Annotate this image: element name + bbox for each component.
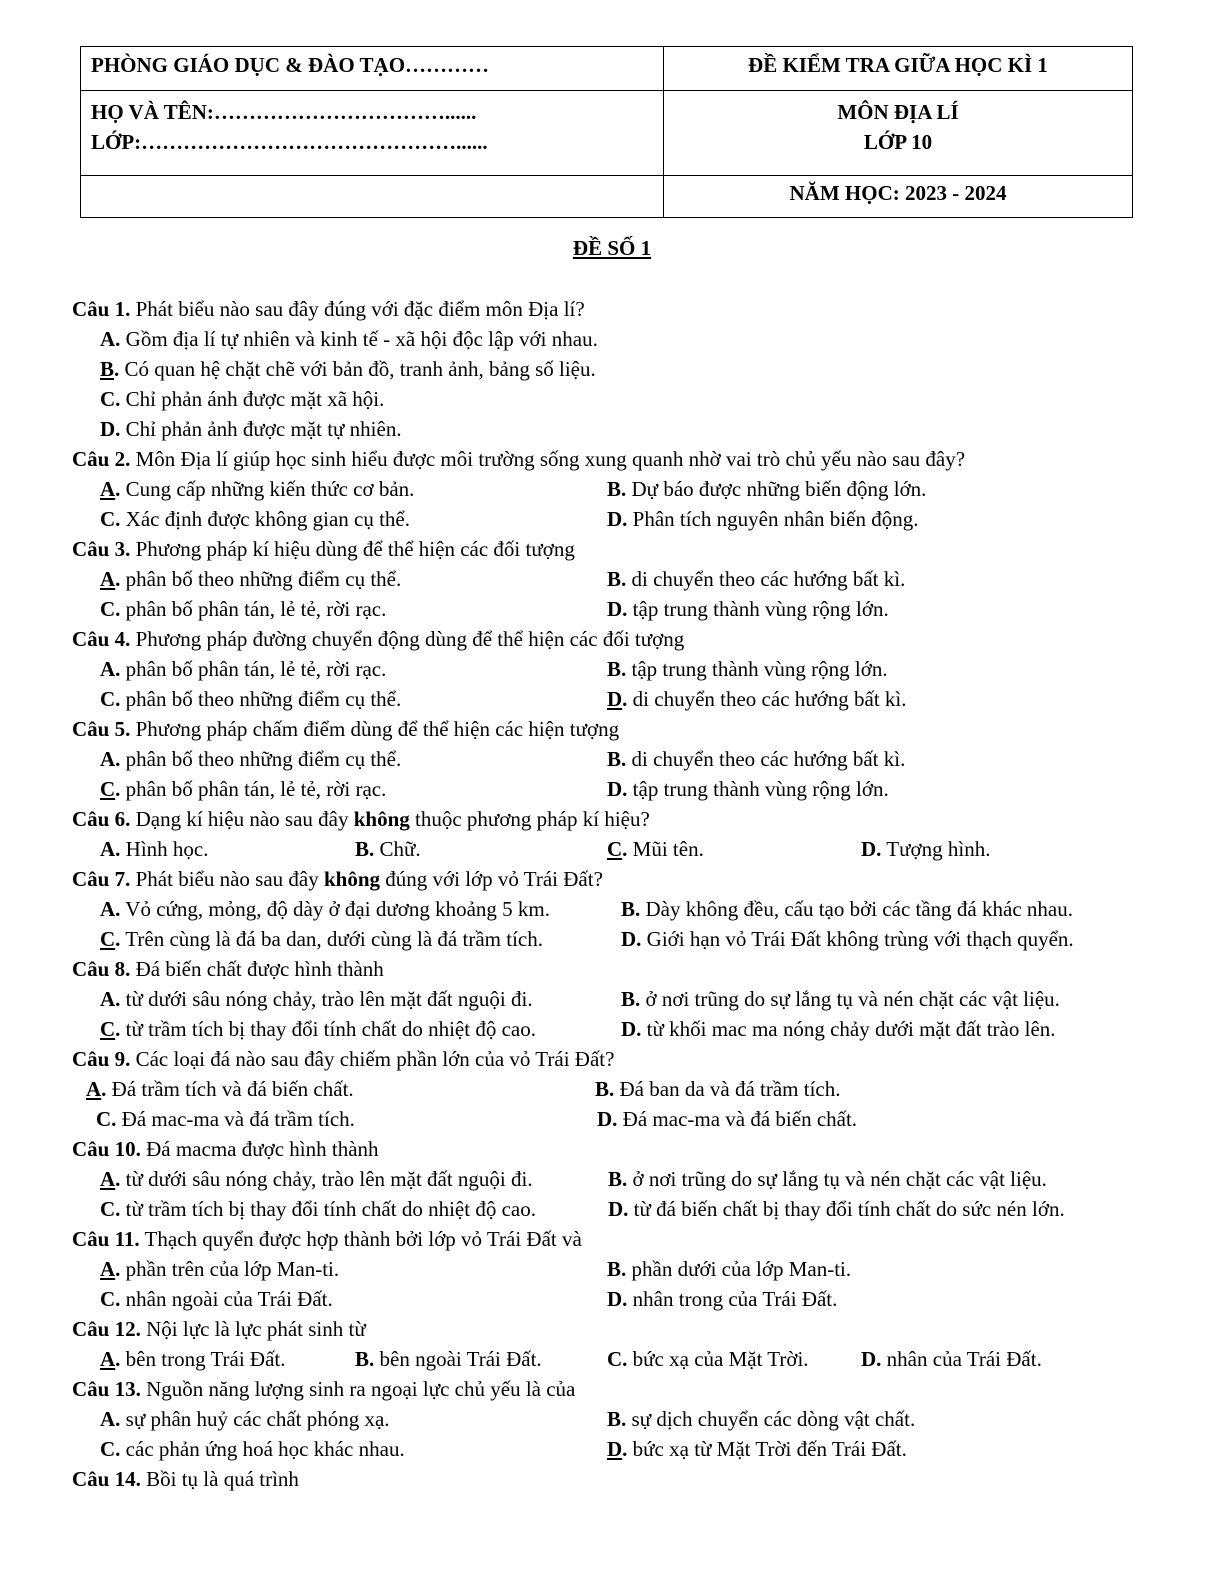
header-exam-title: ĐỀ KIỂM TRA GIỮA HỌC KÌ 1	[664, 47, 1133, 91]
header-department: PHÒNG GIÁO DỤC & ĐÀO TẠO…………	[81, 47, 664, 91]
option-key: D	[100, 417, 116, 441]
option-row	[72, 834, 1152, 864]
option-key: B	[607, 1257, 622, 1281]
option-key: D	[861, 837, 877, 861]
option-text: Giới hạn vỏ Trái Đất không trùng với thạch quyển.	[641, 927, 1074, 951]
option-b: B. Có quan hệ chặt chẽ với bản đồ, tranh ảnh, bảng số liệu.	[100, 357, 596, 381]
option-key: A	[100, 897, 116, 921]
option-key: A	[100, 1167, 116, 1191]
option-key: C	[100, 1197, 116, 1221]
option-c: C. phân bố theo những điểm cụ thể.	[100, 687, 402, 711]
option-text: di chuyển theo các hướng bất kì.	[626, 567, 906, 591]
option-key: B	[355, 837, 370, 861]
option-text: phân bố phân tán, lẻ tẻ, rời rạc.	[120, 657, 387, 681]
option-row	[72, 1284, 1152, 1314]
option-text: Xác định được không gian cụ thể.	[120, 507, 411, 531]
question-stem	[72, 1374, 1152, 1404]
option-d: D. nhân trong của Trái Đất.	[607, 1287, 838, 1311]
option-row	[72, 1404, 1152, 1434]
option-text: phân bố theo những điểm cụ thể.	[120, 747, 402, 771]
option-b: B. Chữ.	[355, 837, 421, 861]
option-b: B. phần dưới của lớp Man-ti.	[607, 1257, 852, 1281]
option-key: A	[100, 567, 116, 591]
question-label: Câu 1.	[72, 297, 131, 321]
option-key: D	[621, 927, 637, 951]
option-row	[72, 984, 1152, 1014]
option-text: phân bố theo những điểm cụ thể.	[120, 567, 402, 591]
option-key: A	[100, 1347, 116, 1371]
option-row	[72, 1194, 1152, 1224]
question-text: Nội lực là lực phát sinh từ	[140, 1317, 366, 1341]
question-label: Câu 2.	[72, 447, 131, 471]
option-text: phần trên của lớp Man-ti.	[120, 1257, 340, 1281]
option-text: ở nơi trũng do sự lắng tụ và nén chặt các vật liệu.	[640, 987, 1060, 1011]
option-d: D. Phân tích nguyên nhân biến động.	[607, 507, 919, 531]
option-text: Dày không đều, cấu tạo bởi các tầng đá khác nhau.	[640, 897, 1073, 921]
option-text: bên trong Trái Đất.	[120, 1347, 286, 1371]
option-d: D. Tượng hình.	[861, 837, 991, 861]
question-text: Phát biểu nào sau đây đúng với đặc điểm môn Địa lí?	[130, 297, 585, 321]
question-stem	[72, 294, 1152, 324]
option-a: A. phân bố phân tán, lẻ tẻ, rời rạc.	[100, 657, 387, 681]
option-text: Gồm địa lí tự nhiên và kinh tế - xã hội độc lập với nhau.	[120, 327, 598, 351]
question-text: Phương pháp chấm điểm dùng để thể hiện các hiện tượng	[130, 717, 620, 741]
header-empty-cell	[81, 176, 664, 218]
option-text: sự phân huỷ các chất phóng xạ.	[120, 1407, 390, 1431]
option-row	[72, 1344, 1152, 1374]
option-text: Tượng hình.	[881, 837, 991, 861]
option-a: A. bên trong Trái Đất.	[100, 1347, 286, 1371]
question-list	[72, 294, 1152, 1494]
option-text: nhân ngoài của Trái Đất.	[120, 1287, 333, 1311]
option-text: phân bố phân tán, lẻ tẻ, rời rạc.	[120, 597, 387, 621]
option-key: C	[100, 1437, 116, 1461]
question-text: Các loại đá nào sau đây chiếm phần lớn của vỏ Trái Đất?	[130, 1047, 615, 1071]
question-emphasis: không	[323, 867, 381, 891]
question-stem	[72, 954, 1152, 984]
question-label: Câu 13.	[72, 1377, 141, 1401]
option-text: Chỉ phản ảnh được mặt tự nhiên.	[120, 417, 402, 441]
question-text: thuộc phương pháp kí hiệu?	[409, 807, 650, 831]
option-key: B	[607, 477, 622, 501]
option-row	[72, 684, 1152, 714]
option-row	[72, 1254, 1152, 1284]
option-c: C. bức xạ của Mặt Trời.	[607, 1347, 809, 1371]
option-row	[72, 504, 1152, 534]
question-label: Câu 3.	[72, 537, 131, 561]
option-row	[72, 564, 1152, 594]
option-c: C. nhân ngoài của Trái Đất.	[100, 1287, 333, 1311]
question-label: Câu 11.	[72, 1227, 140, 1251]
option-text: từ khối mac ma nóng chảy dưới mặt đất trào lên.	[641, 1017, 1056, 1041]
option-key: D	[607, 687, 623, 711]
option-a: A. phân bố theo những điểm cụ thể.	[100, 567, 402, 591]
option-key: B	[595, 1077, 610, 1101]
option-row	[72, 354, 1152, 384]
option-key: B	[621, 897, 636, 921]
option-a: A. Đá trầm tích và đá biến chất.	[86, 1077, 354, 1101]
question-stem	[72, 1044, 1152, 1074]
subject-name: MÔN ĐỊA LÍ	[837, 100, 959, 124]
option-key: A	[100, 987, 116, 1011]
option-d: D. tập trung thành vùng rộng lớn.	[607, 777, 889, 801]
option-key: B	[621, 987, 636, 1011]
option-d: D. Đá mac-ma và đá biến chất.	[597, 1107, 858, 1131]
option-key: A	[100, 1407, 116, 1431]
option-c: C. Xác định được không gian cụ thể.	[100, 507, 411, 531]
question-stem	[72, 864, 1152, 894]
option-key: A	[100, 657, 116, 681]
question-label: Câu 7.	[72, 867, 131, 891]
question-text: Bồi tụ là quá trình	[140, 1467, 299, 1491]
option-row	[72, 474, 1152, 504]
option-key: C	[100, 387, 116, 411]
option-c: C. các phản ứng hoá học khác nhau.	[100, 1437, 405, 1461]
option-a: A. phân bố theo những điểm cụ thể.	[100, 747, 402, 771]
option-text: Đá mac-ma và đá biến chất.	[617, 1107, 858, 1131]
question-text: Đá macma được hình thành	[140, 1137, 379, 1161]
option-key: D	[621, 1017, 637, 1041]
question-stem	[72, 1224, 1152, 1254]
option-row	[72, 384, 1152, 414]
option-text: phân bố theo những điểm cụ thể.	[120, 687, 402, 711]
option-text: nhân của Trái Đất.	[881, 1347, 1042, 1371]
option-text: từ dưới sâu nóng chảy, trào lên mặt đất nguội đi.	[120, 1167, 533, 1191]
option-key: C	[100, 777, 116, 801]
option-d: D. Chỉ phản ảnh được mặt tự nhiên.	[100, 417, 402, 441]
option-a: A. Hình học.	[100, 837, 209, 861]
option-b: B. Dày không đều, cấu tạo bởi các tầng đá khác nhau.	[621, 897, 1073, 921]
option-key: A	[100, 477, 116, 501]
option-key: D	[608, 1197, 624, 1221]
option-text: phần dưới của lớp Man-ti.	[626, 1257, 852, 1281]
option-row	[72, 1434, 1152, 1464]
question-text: đúng với lớp vỏ Trái Đất?	[380, 867, 603, 891]
option-c: C. Chỉ phản ánh được mặt xã hội.	[100, 387, 385, 411]
option-text: bức xạ từ Mặt Trời đến Trái Đất.	[627, 1437, 907, 1461]
option-text: Trên cùng là đá ba dan, dưới cùng là đá trầm tích.	[120, 927, 543, 951]
option-d: D. từ khối mac ma nóng chảy dưới mặt đất trào lên.	[621, 1017, 1056, 1041]
question-stem	[72, 534, 1152, 564]
option-text: di chuyển theo các hướng bất kì.	[626, 747, 906, 771]
option-b: B. tập trung thành vùng rộng lớn.	[607, 657, 888, 681]
option-row	[72, 414, 1152, 444]
option-text: sự dịch chuyển các dòng vật chất.	[626, 1407, 916, 1431]
option-row	[72, 744, 1152, 774]
question-text: Phương pháp đường chuyển động dùng để thể hiện các đối tượng	[130, 627, 685, 651]
option-key: C	[100, 597, 116, 621]
question-stem	[72, 804, 1152, 834]
option-d: D. di chuyển theo các hướng bất kì.	[607, 687, 907, 711]
option-c: C. phân bố phân tán, lẻ tẻ, rời rạc.	[100, 777, 387, 801]
option-a: A. Gồm địa lí tự nhiên và kinh tế - xã hội độc lập với nhau.	[100, 327, 598, 351]
option-b: B. ở nơi trũng do sự lắng tụ và nén chặt các vật liệu.	[608, 1167, 1047, 1191]
option-row	[72, 1074, 1152, 1104]
option-b: B. ở nơi trũng do sự lắng tụ và nén chặt các vật liệu.	[621, 987, 1060, 1011]
grade-level: LỚP 10	[863, 130, 933, 154]
option-d: D. bức xạ từ Mặt Trời đến Trái Đất.	[607, 1437, 907, 1461]
option-row	[72, 1104, 1152, 1134]
option-key: D	[607, 597, 623, 621]
question-text: Đá biến chất được hình thành	[130, 957, 384, 981]
option-d: D. từ đá biến chất bị thay đổi tính chất do sức nén lớn.	[608, 1197, 1065, 1221]
option-text: từ đá biến chất bị thay đổi tính chất do sức nén lớn.	[628, 1197, 1065, 1221]
question-text: Môn Địa lí giúp học sinh hiểu được môi trường sống xung quanh nhờ vai trò chủ yếu nào sau đây?	[130, 447, 966, 471]
option-row	[72, 594, 1152, 624]
option-text: nhân trong của Trái Đất.	[627, 1287, 838, 1311]
option-a: A. phần trên của lớp Man-ti.	[100, 1257, 340, 1281]
option-key: C	[100, 927, 116, 951]
option-row	[72, 774, 1152, 804]
option-text: các phản ứng hoá học khác nhau.	[120, 1437, 405, 1461]
option-key: D	[607, 507, 623, 531]
option-key: C	[607, 837, 623, 861]
option-text: từ trầm tích bị thay đổi tính chất do nhiệt độ cao.	[120, 1017, 536, 1041]
question-label: Câu 6.	[72, 807, 131, 831]
option-key: C	[100, 687, 116, 711]
option-text: ở nơi trũng do sự lắng tụ và nén chặt các vật liệu.	[627, 1167, 1047, 1191]
question-stem	[72, 1134, 1152, 1164]
question-label: Câu 4.	[72, 627, 131, 651]
question-emphasis: không	[353, 807, 410, 831]
option-b: B. sự dịch chuyển các dòng vật chất.	[607, 1407, 916, 1431]
option-text: bên ngoài Trái Đất.	[374, 1347, 542, 1371]
question-label: Câu 9.	[72, 1047, 131, 1071]
option-key: D	[607, 777, 623, 801]
option-text: Phân tích nguyên nhân biến động.	[627, 507, 919, 531]
option-text: Chỉ phản ánh được mặt xã hội.	[120, 387, 385, 411]
question-stem	[72, 444, 1152, 474]
option-key: C	[100, 1017, 116, 1041]
question-label: Câu 10.	[72, 1137, 141, 1161]
option-text: Dự báo được những biến động lớn.	[626, 477, 927, 501]
question-label: Câu 8.	[72, 957, 131, 981]
option-d: D. tập trung thành vùng rộng lớn.	[607, 597, 889, 621]
option-key: B	[100, 357, 115, 381]
option-c: C. phân bố phân tán, lẻ tẻ, rời rạc.	[100, 597, 387, 621]
option-c: C. từ trầm tích bị thay đổi tính chất do nhiệt độ cao.	[100, 1197, 536, 1221]
question-text: Phương pháp kí hiệu dùng để thể hiện các đối tượng	[130, 537, 575, 561]
question-stem	[72, 1314, 1152, 1344]
option-key: C	[100, 507, 116, 531]
option-b: B. di chuyển theo các hướng bất kì.	[607, 567, 906, 591]
option-text: bức xạ của Mặt Trời.	[627, 1347, 809, 1371]
option-c: C. Mũi tên.	[607, 837, 704, 861]
option-key: C	[607, 1347, 623, 1371]
option-key: D	[607, 1437, 623, 1461]
option-text: di chuyển theo các hướng bất kì.	[627, 687, 907, 711]
option-b: B. bên ngoài Trái Đất.	[355, 1347, 542, 1371]
option-b: B. di chuyển theo các hướng bất kì.	[607, 747, 906, 771]
exam-code-title: ĐỀ SỐ 1	[572, 236, 652, 260]
option-text: Hình học.	[120, 837, 209, 861]
question-stem	[72, 624, 1152, 654]
option-a: A. Vỏ cứng, mỏng, độ dày ở đại dương khoảng 5 km.	[100, 897, 550, 921]
question-stem	[72, 1464, 1152, 1494]
question-label: Câu 14.	[72, 1467, 141, 1491]
option-text: tập trung thành vùng rộng lớn.	[627, 777, 889, 801]
option-text: Đá ban da và đá trầm tích.	[614, 1077, 841, 1101]
option-text: Cung cấp những kiến thức cơ bản.	[120, 477, 415, 501]
option-a: A. từ dưới sâu nóng chảy, trào lên mặt đất nguội đi.	[100, 1167, 533, 1191]
option-text: tập trung thành vùng rộng lớn.	[626, 657, 888, 681]
option-d: D. nhân của Trái Đất.	[861, 1347, 1042, 1371]
option-text: từ trầm tích bị thay đổi tính chất do nhiệt độ cao.	[120, 1197, 536, 1221]
option-key: B	[607, 567, 622, 591]
option-key: B	[355, 1347, 370, 1371]
option-key: A	[100, 837, 116, 861]
option-row	[72, 924, 1152, 954]
question-text: Phát biểu nào sau đây	[130, 867, 324, 891]
option-key: D	[607, 1287, 623, 1311]
option-key: B	[607, 657, 622, 681]
option-row	[72, 894, 1152, 924]
option-row	[72, 1164, 1152, 1194]
option-a: A. Cung cấp những kiến thức cơ bản.	[100, 477, 415, 501]
option-row	[72, 1014, 1152, 1044]
question-text: Thạch quyển được hợp thành bởi lớp vỏ Trái Đất và	[139, 1227, 582, 1251]
option-text: Đá mac-ma và đá trầm tích.	[116, 1107, 355, 1131]
option-c: C. từ trầm tích bị thay đổi tính chất do nhiệt độ cao.	[100, 1017, 536, 1041]
student-name-field: HỌ VÀ TÊN:……………………………......	[91, 100, 477, 124]
question-text: Dạng kí hiệu nào sau đây	[130, 807, 354, 831]
question-text: Nguồn năng lượng sinh ra ngoại lực chủ yếu là của	[140, 1377, 576, 1401]
option-key: D	[861, 1347, 877, 1371]
option-text: Chữ.	[374, 837, 421, 861]
option-key: B	[608, 1167, 623, 1191]
option-text: tập trung thành vùng rộng lớn.	[627, 597, 889, 621]
option-key: B	[607, 747, 622, 771]
option-a: A. sự phân huỷ các chất phóng xạ.	[100, 1407, 390, 1431]
header-table	[80, 46, 1133, 218]
option-row	[72, 324, 1152, 354]
option-text: Có quan hệ chặt chẽ với bản đồ, tranh ảnh, bảng số liệu.	[119, 357, 596, 381]
question-label: Câu 12.	[72, 1317, 141, 1341]
option-a: A. từ dưới sâu nóng chảy, trào lên mặt đất nguội đi.	[100, 987, 533, 1011]
option-text: Mũi tên.	[627, 837, 704, 861]
question-label: Câu 5.	[72, 717, 131, 741]
student-class-field: LỚP:………………………………………......	[91, 130, 488, 154]
option-row	[72, 654, 1152, 684]
option-key: A	[100, 747, 116, 771]
header-student-info	[81, 91, 664, 176]
option-key: C	[100, 1287, 116, 1311]
option-key: D	[597, 1107, 613, 1131]
option-c: C. Đá mac-ma và đá trầm tích.	[96, 1107, 355, 1131]
option-c: C. Trên cùng là đá ba dan, dưới cùng là đá trầm tích.	[100, 927, 543, 951]
option-b: B. Dự báo được những biến động lớn.	[607, 477, 927, 501]
option-key: B	[607, 1407, 622, 1431]
option-text: Vỏ cứng, mỏng, độ dày ở đại dương khoảng 5 km.	[120, 897, 550, 921]
option-key: A	[100, 1257, 116, 1281]
option-b: B. Đá ban da và đá trầm tích.	[595, 1077, 841, 1101]
option-key: C	[96, 1107, 112, 1131]
option-text: phân bố phân tán, lẻ tẻ, rời rạc.	[120, 777, 387, 801]
option-key: A	[100, 327, 116, 351]
option-text: Đá trầm tích và đá biến chất.	[106, 1077, 354, 1101]
header-subject	[664, 91, 1133, 176]
option-d: D. Giới hạn vỏ Trái Đất không trùng với thạch quyển.	[621, 927, 1074, 951]
option-text: từ dưới sâu nóng chảy, trào lên mặt đất nguội đi.	[120, 987, 533, 1011]
question-stem	[72, 714, 1152, 744]
header-school-year: NĂM HỌC: 2023 - 2024	[664, 176, 1133, 218]
option-key: A	[86, 1077, 102, 1101]
